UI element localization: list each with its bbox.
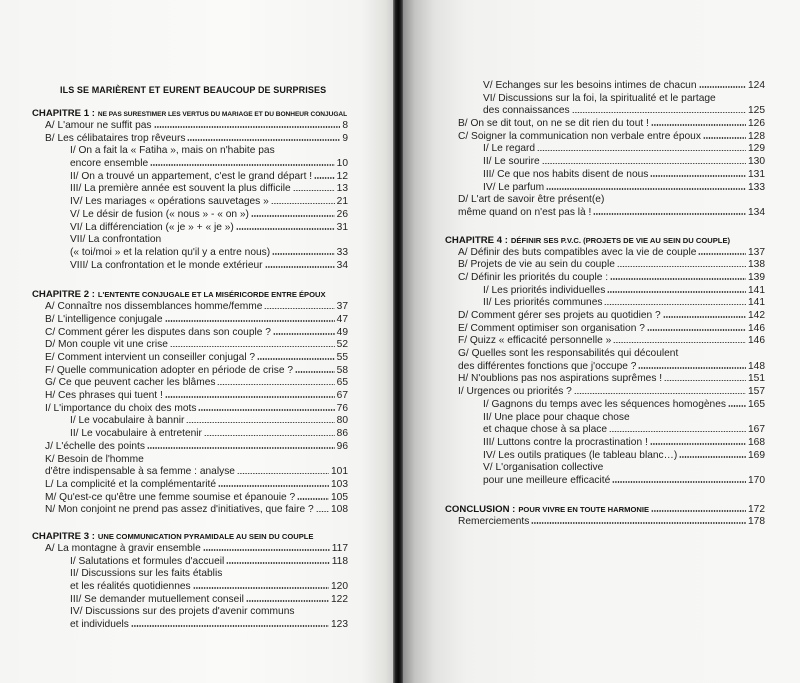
dot-leader: [264, 308, 334, 310]
dot-leader: [650, 175, 746, 177]
page-number: 120: [331, 581, 348, 592]
entry-text: I/ Le regard: [483, 143, 536, 155]
entry-text: E/ Comment optimiser son organisation ?: [458, 322, 645, 334]
dot-leader: [236, 228, 335, 230]
dot-leader: [651, 124, 746, 126]
page-number: 76: [336, 402, 348, 414]
toc-subentry-continuation: [32, 581, 348, 594]
dot-leader: [531, 522, 746, 524]
dot-leader: [679, 456, 746, 458]
dot-leader: [316, 511, 329, 513]
toc-entry: [445, 373, 765, 386]
dot-leader: [647, 329, 746, 331]
toc-entry: [32, 339, 348, 352]
page-number: 58: [336, 364, 348, 376]
page-number: 141: [748, 297, 765, 309]
chapter-heading: [32, 531, 348, 543]
entry-text: H/ N'oublions pas nos aspirations suprêmes !: [458, 373, 663, 385]
toc-entry: [445, 194, 765, 207]
page-number: 12: [336, 170, 348, 182]
right-page: [403, 0, 800, 683]
entry-text: E/ Comment intervient un conseiller conjugal ?: [45, 352, 256, 363]
toc-subentry: [445, 156, 765, 169]
toc-subentry: [445, 169, 765, 182]
toc-subentry: [32, 196, 348, 209]
dot-leader: [314, 177, 335, 179]
chapter-label: CHAPITRE 4 :: [445, 234, 508, 246]
toc-entry: [445, 335, 765, 348]
toc-subentry: [32, 415, 348, 428]
page-number: 108: [331, 504, 348, 516]
conclusion-heading: [445, 504, 765, 516]
chapter-heading: [445, 235, 765, 247]
entry-text: I/ Gagnons du temps avec les séquences homogènes: [483, 398, 726, 410]
toc-subentry: [32, 183, 348, 196]
toc-subentry: [32, 260, 348, 273]
entry-text: B/ Projets de vie au sein du couple: [458, 259, 615, 271]
dot-leader: [604, 304, 746, 306]
entry-text: B/ L'intelligence conjugale: [45, 313, 163, 325]
page-number: 103: [331, 478, 348, 490]
page-number: 137: [748, 246, 765, 258]
page-number: 96: [336, 440, 348, 452]
toc-subentry: [445, 399, 765, 412]
chapter-entries: [32, 301, 348, 517]
dot-leader: [246, 600, 329, 602]
dot-leader: [651, 510, 746, 512]
entry-text: et les réalités quotidiennes: [70, 581, 191, 592]
page-number: 125: [748, 105, 765, 117]
entry-text: d'être indispensable à sa femme : analyse: [45, 466, 235, 478]
part-title: ILS SE MARIÈRENT ET EURENT BEAUCOUP DE SURPRISES: [60, 85, 327, 95]
entry-text: M/ Qu'est-ce qu'être une femme soumise et épanouie ?: [45, 491, 296, 503]
entry-text: III/ Se demander mutuellement conseil: [70, 593, 244, 605]
toc-entry: [32, 543, 348, 556]
page-number: 142: [748, 310, 765, 321]
page-number: 146: [748, 322, 765, 334]
entry-text: VI/ La différenciation (« je » + « je »): [70, 221, 234, 233]
toc-subentry: [32, 222, 348, 235]
page-number: 37: [336, 301, 348, 313]
toc-entry: [32, 377, 348, 390]
page-number: 47: [336, 313, 348, 325]
entry-text: C/ Comment gérer les disputes dans son couple ?: [45, 326, 271, 338]
toc-entry: [445, 348, 765, 361]
toc-entry: [32, 120, 348, 133]
page-number: 139: [748, 271, 765, 283]
dot-leader: [198, 409, 334, 411]
page-number: 129: [748, 143, 765, 155]
toc-subentry-continuation: [445, 475, 765, 488]
page-number: 170: [748, 474, 765, 486]
page-number: 134: [748, 206, 765, 218]
toc-entry-continuation: [445, 207, 765, 220]
entry-text: C/ Soigner la communication non verbale entre époux: [458, 130, 701, 142]
chapter-heading: [32, 289, 348, 301]
book-spine: [393, 0, 403, 683]
dot-leader: [154, 126, 341, 128]
page-number: 86: [336, 428, 348, 440]
dot-leader: [217, 384, 334, 386]
dot-leader: [295, 371, 335, 373]
page-number: 122: [331, 593, 348, 605]
toc-subentry: [32, 568, 348, 581]
dot-leader: [257, 358, 335, 360]
entry-text: II/ Discussions sur les faits établis: [70, 568, 223, 580]
page-number: 131: [748, 168, 765, 180]
entry-text: I/ On a fait la « Fatiha », mais on n'habite pas: [70, 145, 275, 157]
entry-text: A/ La montagne à gravir ensemble: [45, 542, 201, 554]
toc-subentry: [32, 428, 348, 441]
toc-entry: [32, 314, 348, 327]
page-number: 133: [748, 181, 765, 193]
toc-subentry: [445, 285, 765, 298]
chapter-title: L'ENTENTE CONJUGALE ET LA MISÉRICORDE ENTRE ÉPOUX: [97, 290, 326, 300]
page-number: 8: [342, 120, 348, 131]
chapter-heading: [32, 108, 348, 120]
entry-text: Remerciements: [458, 515, 530, 527]
conclusion-title: POUR VIVRE EN TOUTE HARMONIE: [518, 504, 650, 514]
entry-text: VIII/ La confrontation et le monde extérieur: [70, 259, 263, 271]
toc-entry: [32, 365, 348, 378]
toc-subentry-continuation: [32, 619, 348, 632]
toc-entry: [32, 479, 348, 492]
conclusion-label: CONCLUSION :: [445, 503, 516, 515]
dot-leader: [187, 139, 340, 141]
chapter-title: UNE COMMUNICATION PYRAMIDALE AU SEIN DU COUPLE: [97, 531, 314, 541]
toc-entry-continuation: [32, 466, 348, 479]
toc-subentry: [32, 171, 348, 184]
page-number: 130: [748, 156, 765, 168]
page-number: 31: [336, 221, 348, 233]
page-number: 105: [331, 491, 348, 503]
entry-text: I/ L'importance du choix des mots: [45, 402, 197, 414]
entry-text: D/ Comment gérer ses projets au quotidien ?: [458, 310, 661, 321]
dot-leader: [218, 485, 329, 487]
page-number: 67: [336, 390, 348, 402]
entry-text: B/ Les célibataires trop rêveurs: [45, 132, 186, 144]
entry-text: V/ Echanges sur les besoins intimes de chacun: [483, 80, 697, 91]
entry-text: IV/ Discussions sur des projets d'avenir communs: [70, 606, 295, 618]
toc-subentry: [32, 145, 348, 158]
page-number: 169: [748, 449, 765, 461]
dot-leader: [226, 562, 329, 564]
table-of-contents-left: [32, 83, 348, 632]
toc-subentry: [32, 209, 348, 222]
entry-text: H/ Ces phrases qui tuent !: [45, 390, 163, 402]
dot-leader: [698, 253, 746, 255]
entry-text: L/ La complicité et la complémentarité: [45, 478, 217, 490]
dot-leader: [265, 266, 335, 268]
chapter-label: CHAPITRE 1 :: [32, 108, 95, 119]
dot-leader: [574, 393, 746, 395]
toc-subentry: [445, 93, 765, 106]
toc-subentry: [445, 80, 765, 93]
toc-entry: [445, 118, 765, 131]
entry-text: II/ Le vocabulaire à entretenir: [70, 428, 202, 440]
dot-leader: [593, 213, 746, 215]
dot-leader: [728, 405, 746, 407]
toc-entry: [445, 310, 765, 323]
page-number: 167: [748, 424, 765, 436]
dot-leader: [131, 625, 329, 627]
toc-entry: [32, 133, 348, 146]
page-number: 117: [331, 542, 348, 554]
entry-text: pour une meilleure efficacité: [483, 474, 611, 486]
page-number: 172: [748, 503, 765, 515]
dot-leader: [273, 333, 335, 335]
entry-text: III/ La première année est souvent la plus difficile: [70, 183, 291, 195]
toc-subentry-continuation: [445, 105, 765, 118]
entry-text: IV/ Les mariages « opérations sauvetages »: [70, 196, 269, 208]
entry-text: (« toi/moi » et la relation qu'il y a entre nous): [70, 246, 271, 258]
page-number: 55: [336, 352, 348, 363]
page-number: 13: [336, 183, 348, 195]
page-number: 148: [748, 360, 765, 372]
page-number: 165: [748, 398, 765, 410]
entry-text: I/ Les priorités individuelles: [483, 284, 606, 296]
dot-leader: [650, 443, 746, 445]
entry-text: I/ Le vocabulaire à bannir: [70, 415, 185, 427]
dot-leader: [610, 278, 746, 280]
entry-text: des différentes fonctions que j'occupe ?: [458, 360, 637, 372]
toc-entry: [32, 327, 348, 340]
toc-subentry: [32, 234, 348, 247]
dot-leader: [165, 396, 335, 398]
page-number: 49: [336, 326, 348, 338]
dot-leader: [613, 342, 746, 344]
dot-leader: [150, 164, 335, 166]
page-number: 178: [748, 515, 765, 527]
page-number: 33: [336, 246, 348, 258]
toc-subentry-continuation: [32, 158, 348, 171]
chapter-title: DÉFINIR SES P.V.C. (PROJETS DE VIE AU SEIN DU COUPLE): [510, 235, 731, 245]
dot-leader: [699, 86, 747, 88]
entry-text: IV/ Le parfum: [483, 181, 545, 193]
page-number: 123: [331, 619, 348, 631]
dot-leader: [193, 587, 329, 589]
dot-leader: [170, 346, 335, 348]
entry-text: VI/ Discussions sur la foi, la spiritualité et le partage: [483, 92, 716, 104]
page-number: 138: [748, 259, 765, 271]
toc-entry: [445, 323, 765, 336]
toc-subentry-continuation: [32, 247, 348, 260]
page-number: 126: [748, 118, 765, 130]
chapter-title: NE PAS SURESTIMER LES VERTUS DU MARIAGE ET DU BONHEUR CONJUGAL: [97, 111, 348, 118]
entry-text: II/ On a trouvé un appartement, c'est le grand départ !: [70, 170, 313, 182]
page-number: 34: [336, 259, 348, 271]
toc-entry: [32, 352, 348, 365]
entry-text: G/ Ce que peuvent cacher les blâmes: [45, 377, 216, 389]
toc-subentry: [445, 437, 765, 450]
entry-text: K/ Besoin de l'homme: [45, 453, 144, 465]
page-number: 128: [748, 130, 765, 142]
entry-text: et individuels: [70, 619, 129, 631]
entry-text: F/ Quizz « efficacité personnelle »: [458, 335, 612, 347]
dot-leader: [542, 163, 746, 165]
entry-text: D/ Mon couple vit une crise: [45, 339, 168, 351]
toc-subentry: [445, 143, 765, 156]
page-number: 168: [748, 436, 765, 448]
page-number: 9: [342, 132, 348, 144]
page-number: 141: [748, 284, 765, 296]
chapter-entries: [32, 543, 348, 632]
entry-text: F/ Quelle communication adopter en période de crise ?: [45, 364, 294, 376]
dot-leader: [537, 150, 746, 152]
chapter-label: CHAPITRE 3 :: [32, 530, 95, 542]
dot-leader: [204, 435, 335, 437]
page-number: 118: [331, 555, 348, 567]
dot-leader: [663, 316, 746, 318]
dot-leader: [664, 380, 746, 382]
dot-leader: [612, 481, 746, 483]
toc-entry: [445, 386, 765, 399]
entry-text: II/ Le sourire: [483, 156, 540, 168]
toc-entry: [445, 272, 765, 285]
page-number: 157: [748, 386, 765, 398]
page-number: 52: [336, 339, 348, 351]
entry-text: encore ensemble: [70, 158, 149, 170]
page-number: 21: [336, 196, 348, 208]
toc-subentry: [32, 556, 348, 569]
toc-entry: [32, 301, 348, 314]
entry-text: B/ On se dit tout, on ne se dit rien du tout !: [458, 118, 649, 130]
toc-entry: [445, 247, 765, 260]
toc-entry: [32, 454, 348, 467]
page-number: 124: [748, 80, 765, 91]
toc-subentry: [445, 412, 765, 425]
toc-entry-continuation: [445, 361, 765, 374]
dot-leader: [609, 431, 746, 433]
entry-text: III/ Luttons contre la procrastination !: [483, 436, 648, 448]
entry-text: IV/ Les outils pratiques (le tableau blanc…): [483, 449, 678, 461]
chapter-label: CHAPITRE 2 :: [32, 289, 95, 301]
dot-leader: [703, 137, 746, 139]
entry-text: II/ Une place pour chaque chose: [483, 411, 630, 423]
dot-leader: [237, 473, 329, 475]
toc-subentry: [445, 450, 765, 463]
entry-text: V/ L'organisation collective: [483, 462, 604, 474]
toc-entry: [445, 131, 765, 144]
page-number: 26: [336, 208, 348, 220]
page-number: 10: [336, 158, 348, 170]
toc-subentry: [445, 297, 765, 310]
page-number: 65: [336, 377, 348, 389]
entry-text: J/ L'échelle des points: [45, 440, 145, 452]
toc-subentry: [32, 606, 348, 619]
toc-entry: [32, 441, 348, 454]
dot-leader: [203, 549, 330, 551]
entry-text: C/ Définir les priorités du couple :: [458, 271, 609, 283]
toc-subentry-continuation: [445, 424, 765, 437]
left-page: [0, 0, 393, 683]
entry-text: I/ Urgences ou priorités ?: [458, 386, 572, 398]
entry-text: II/ Les priorités communes: [483, 297, 603, 309]
entry-text: III/ Ce que nos habits disent de nous: [483, 168, 649, 180]
page-number: 101: [331, 466, 348, 478]
entry-text: A/ Connaître nos dissemblances homme/femme: [45, 301, 263, 313]
toc-entry: [32, 403, 348, 416]
chapter-entries-continued: [445, 80, 765, 118]
dot-leader: [165, 320, 335, 322]
entry-text: des connaissances: [483, 105, 570, 117]
chapter-entries-continued: [445, 118, 765, 220]
toc-entry: [445, 259, 765, 272]
page-number: 151: [748, 373, 765, 385]
dot-leader: [251, 215, 335, 217]
dot-leader: [271, 203, 335, 205]
dot-leader: [186, 422, 334, 424]
page-number: 80: [336, 415, 348, 427]
chapter-entries: [32, 120, 348, 272]
dot-leader: [272, 253, 335, 255]
entry-text: A/ L'amour ne suffit pas: [45, 120, 152, 131]
toc-entry: [32, 492, 348, 505]
entry-text: VII/ La confrontation: [70, 234, 162, 246]
toc-subentry: [445, 182, 765, 195]
entry-text: même quand on n'est pas là !: [458, 206, 592, 218]
chapter-entries: [445, 247, 765, 488]
entry-text: N/ Mon conjoint ne prend pas assez d'initiatives, que faire ?: [45, 504, 314, 516]
entry-text: A/ Définir des buts compatibles avec la vie de couple: [458, 246, 697, 258]
entry-text: G/ Quelles sont les responsabilités qui découlent: [458, 348, 679, 360]
dot-leader: [638, 367, 746, 369]
entry-text: V/ Le désir de fusion (« nous » - « on »): [70, 208, 249, 220]
entry-text: et chaque chose à sa place: [483, 424, 608, 436]
entry-text: D/ L'art de savoir être présent(e): [458, 194, 605, 206]
toc-subentry: [445, 462, 765, 475]
table-of-contents-right: [445, 80, 765, 528]
entry-text: I/ Salutations et formules d'accueil: [70, 555, 225, 567]
toc-entry: [32, 390, 348, 403]
dot-leader: [147, 447, 335, 449]
dot-leader: [297, 498, 329, 500]
toc-subentry: [32, 594, 348, 607]
dot-leader: [293, 190, 335, 192]
dot-leader: [607, 291, 746, 293]
dot-leader: [572, 112, 746, 114]
toc-entry: [445, 516, 765, 529]
toc-entry: [32, 504, 348, 517]
dot-leader: [546, 188, 746, 190]
page-number: 146: [748, 335, 765, 347]
dot-leader: [617, 266, 746, 268]
